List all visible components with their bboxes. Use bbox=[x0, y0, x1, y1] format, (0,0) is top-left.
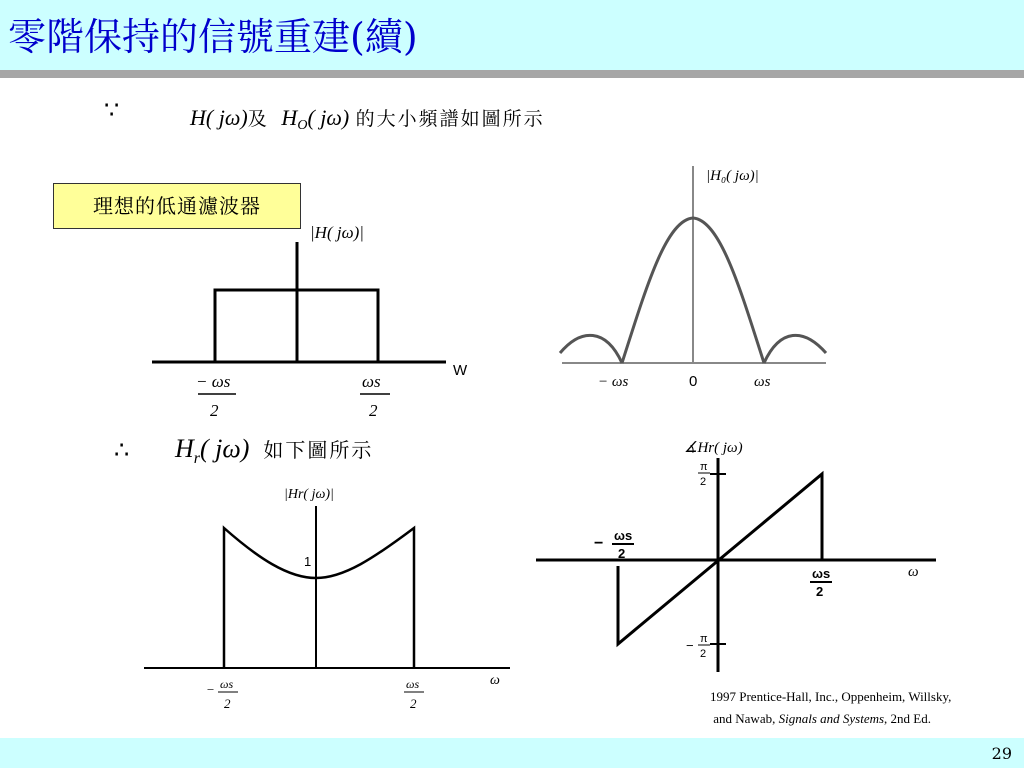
tick-right-num: ωs bbox=[406, 677, 420, 691]
tick-right-den: 2 bbox=[369, 401, 378, 420]
header-divider bbox=[0, 70, 1024, 78]
tick-right-num: ωs bbox=[362, 372, 381, 391]
x-label: ω bbox=[908, 564, 919, 580]
tick-left-num: − ωs bbox=[196, 372, 231, 391]
citation-line-2: and Nawab, Signals and Systems, 2nd Ed. bbox=[713, 711, 931, 726]
statement-1-text: 的大小頻譜如圖所示 bbox=[355, 108, 545, 130]
tick-left-num: ωs bbox=[220, 677, 234, 691]
ideal-lowpass-plot bbox=[150, 212, 480, 432]
citation bbox=[710, 686, 951, 730]
y-label: |H( jω)| bbox=[310, 223, 364, 242]
hr-curve bbox=[224, 528, 414, 668]
side-lobe-right bbox=[764, 335, 826, 363]
xtick-right-den: 2 bbox=[816, 584, 824, 599]
ytick-bottom-num: π bbox=[700, 633, 708, 645]
therefore-symbol: ∴ bbox=[114, 436, 130, 464]
xtick-left-den: 2 bbox=[618, 546, 626, 561]
page-number: 29 bbox=[991, 744, 1012, 763]
citation-line-1: 1997 Prentice-Hall, Inc., Oppenheim, Willsky, bbox=[710, 689, 952, 704]
footer-band bbox=[0, 738, 1024, 768]
header-band bbox=[0, 0, 1024, 70]
tick-right: ωs bbox=[754, 374, 771, 390]
tick-right-den: 2 bbox=[410, 696, 417, 711]
conjunction: 及 bbox=[247, 108, 269, 130]
ytick-bottom-sign: − bbox=[686, 638, 694, 653]
ytick-top-num: π bbox=[700, 461, 708, 473]
y-label: ∡Hr( jω) bbox=[684, 440, 743, 456]
hr-phase-plot bbox=[536, 432, 944, 682]
x-label: W bbox=[453, 362, 468, 379]
y-label: |H₀( jω)| bbox=[706, 168, 759, 184]
ytick-top-den: 2 bbox=[700, 476, 707, 488]
side-lobe-left bbox=[560, 335, 622, 363]
book-title: Signals and Systems bbox=[778, 711, 885, 726]
tick-left-den: 2 bbox=[224, 696, 231, 711]
x-label: ω bbox=[490, 673, 500, 688]
math-h: H( jω) bbox=[190, 105, 248, 130]
xtick-right-num: ωs bbox=[812, 566, 831, 581]
ytick-bottom-den: 2 bbox=[700, 648, 707, 660]
level-one-label: 1 bbox=[304, 554, 312, 569]
hr-magnitude-plot bbox=[138, 478, 518, 718]
xtick-left-num: ωs bbox=[614, 528, 633, 543]
statement-1 bbox=[190, 104, 545, 134]
ideal-filter-label: 理想的低通濾波器 bbox=[53, 183, 301, 229]
statement-2 bbox=[175, 434, 373, 468]
because-symbol: ∵ bbox=[104, 96, 120, 124]
tick-left-sign: − bbox=[206, 682, 215, 697]
statement-2-text: 如下圖所示 bbox=[263, 438, 374, 462]
tick-center: 0 bbox=[689, 373, 698, 390]
zoh-magnitude-plot bbox=[556, 158, 836, 398]
y-label: |Hr( jω)| bbox=[284, 487, 334, 502]
math-h0: $H_O$( jω) bbox=[281, 105, 350, 133]
math-hr: $H_r$( jω) bbox=[175, 434, 250, 467]
slide-title: 零階保持的信號重建(續) bbox=[8, 15, 418, 59]
tick-left: − ωs bbox=[598, 374, 629, 390]
tick-left-den: 2 bbox=[210, 401, 219, 420]
xtick-left-sign: − bbox=[594, 535, 604, 552]
